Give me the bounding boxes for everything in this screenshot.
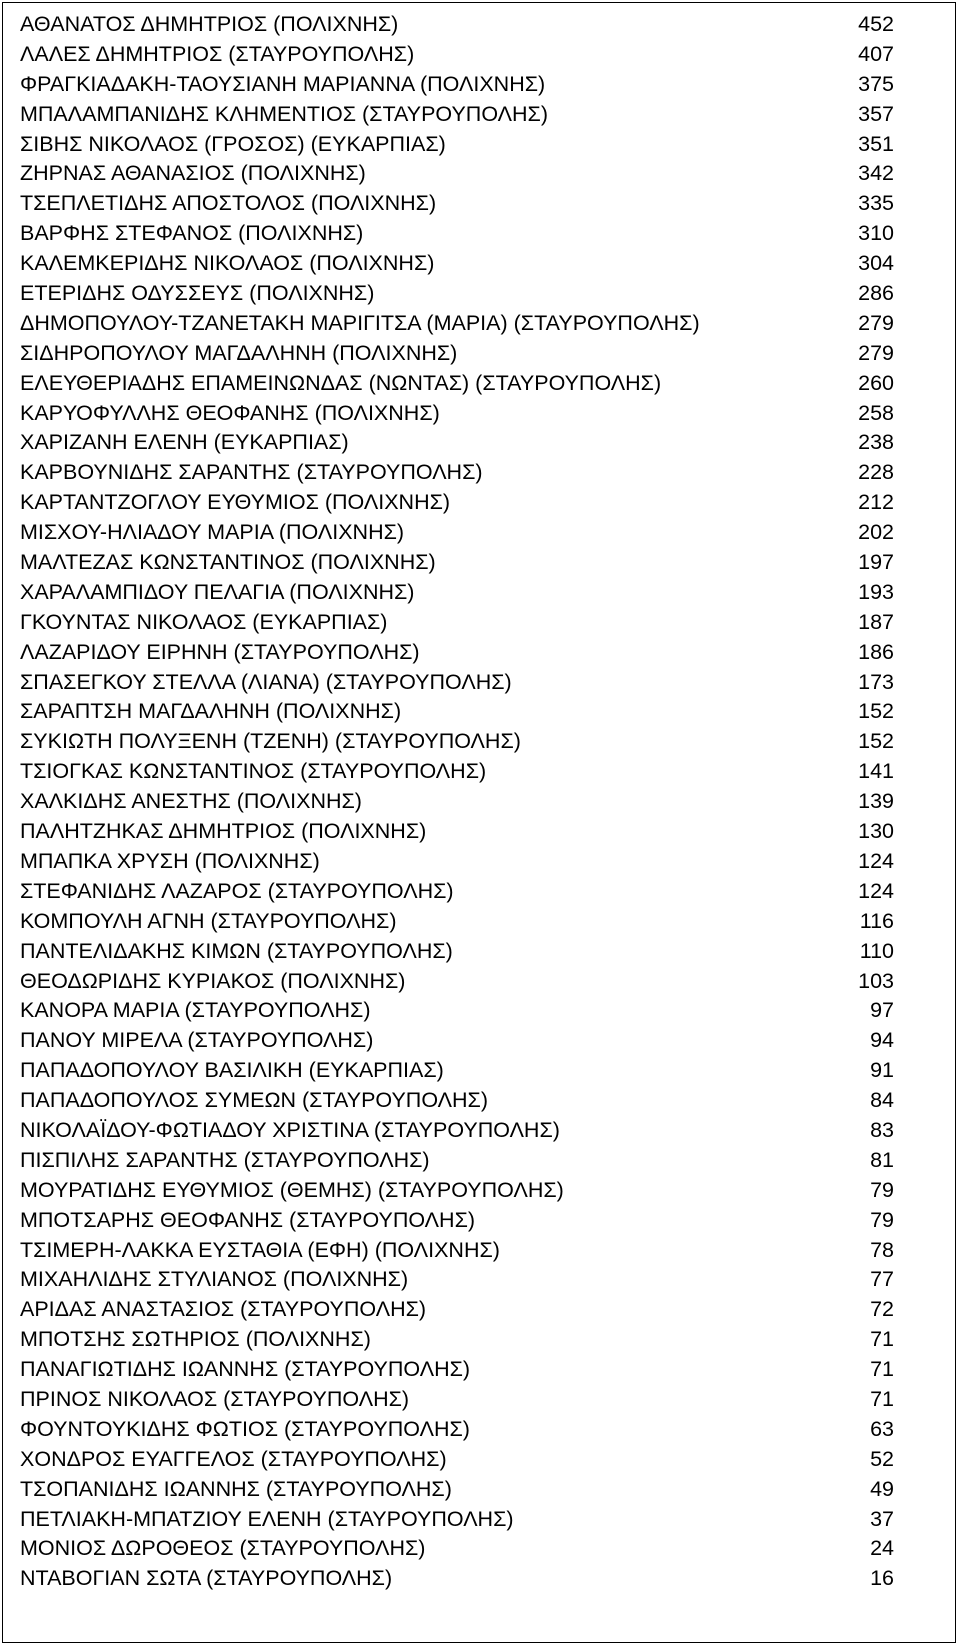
candidate-row [20,10,894,40]
candidate-row [20,1236,894,1266]
candidate-name: ΧΑΛΚΙΔΗΣ ΑΝΕΣΤΗΣ (ΠΟΛΙΧΝΗΣ) [20,789,362,814]
candidate-row [20,697,894,727]
candidate-list [20,10,894,1594]
candidate-name: ΠΑΝΤΕΛΙΔΑΚΗΣ ΚΙΜΩΝ (ΣΤΑΥΡΟΥΠΟΛΗΣ) [20,938,453,963]
candidate-row [20,1445,894,1475]
candidate-name: ΜΠΟΤΣΗΣ ΣΩΤΗΡΙΟΣ (ΠΟΛΙΧΝΗΣ) [20,1327,371,1352]
candidate-votes: 173 [858,669,894,694]
candidate-row [20,219,894,249]
candidate-name: ΖΗΡΝΑΣ ΑΘΑΝΑΣΙΟΣ (ΠΟΛΙΧΝΗΣ) [20,161,366,186]
candidate-name: ΜΟΥΡΑΤΙΔΗΣ ΕΥΘΥΜΙΟΣ (ΘΕΜΗΣ) (ΣΤΑΥΡΟΥΠΟΛΗΣ) [20,1177,564,1202]
candidate-row [20,1564,894,1594]
candidate-votes: 63 [870,1416,894,1441]
candidate-votes: 71 [870,1386,894,1411]
candidate-row [20,40,894,70]
candidate-votes: 79 [870,1177,894,1202]
candidate-votes: 279 [858,340,894,365]
candidate-name: ΝΤΑΒΟΓΙΑΝ ΣΩΤΑ (ΣΤΑΥΡΟΥΠΟΛΗΣ) [20,1566,393,1591]
candidate-votes: 186 [858,639,894,664]
candidate-row [20,1475,894,1505]
candidate-row [20,967,894,997]
candidate-name: ΠΑΛΗΤΖΗΚΑΣ ΔΗΜΗΤΡΙΟΣ (ΠΟΛΙΧΝΗΣ) [20,819,427,844]
candidate-row [20,727,894,757]
candidate-row [20,399,894,429]
candidate-votes: 91 [870,1058,894,1083]
candidate-name: ΤΣΟΠΑΝΙΔΗΣ ΙΩΑΝΝΗΣ (ΣΤΑΥΡΟΥΠΟΛΗΣ) [20,1476,452,1501]
candidate-name: ΛΑΖΑΡΙΔΟΥ ΕΙΡΗΝΗ (ΣΤΑΥΡΟΥΠΟΛΗΣ) [20,639,420,664]
candidate-votes: 310 [858,221,894,246]
candidate-row [20,369,894,399]
candidate-name: ΜΙΣΧΟΥ-ΗΛΙΑΔΟΥ ΜΑΡΙΑ (ΠΟΛΙΧΝΗΣ) [20,520,405,545]
candidate-votes: 202 [858,520,894,545]
candidate-name: ΜΠΟΤΣΑΡΗΣ ΘΕΟΦΑΝΗΣ (ΣΤΑΥΡΟΥΠΟΛΗΣ) [20,1207,476,1232]
candidate-name: ΤΣΙΟΓΚΑΣ ΚΩΝΣΤΑΝΤΙΝΟΣ (ΣΤΑΥΡΟΥΠΟΛΗΣ) [20,759,487,784]
candidate-votes: 407 [858,41,894,66]
candidate-name: ΠΡΙΝΟΣ ΝΙΚΟΛΑΟΣ (ΣΤΑΥΡΟΥΠΟΛΗΣ) [20,1386,410,1411]
candidate-votes: 197 [858,550,894,575]
candidate-votes: 81 [870,1147,894,1172]
candidate-row [20,1116,894,1146]
candidate-name: ΚΑΡΤΑΝΤΖΟΓΛΟΥ ΕΥΘΥΜΙΟΣ (ΠΟΛΙΧΝΗΣ) [20,490,451,515]
candidate-row [20,458,894,488]
candidate-name: ΘΕΟΔΩΡΙΔΗΣ ΚΥΡΙΑΚΟΣ (ΠΟΛΙΧΝΗΣ) [20,968,406,993]
candidate-name: ΠΕΤΛΙΑΚΗ-ΜΠΑΤΖΙΟΥ ΕΛΕΝΗ (ΣΤΑΥΡΟΥΠΟΛΗΣ) [20,1506,514,1531]
candidate-name: ΣΠΑΣΕΓΚΟΥ ΣΤΕΛΛΑ (ΛΙΑΝΑ) (ΣΤΑΥΡΟΥΠΟΛΗΣ) [20,669,512,694]
candidate-row [20,70,894,100]
candidate-row [20,130,894,160]
candidate-row [20,1206,894,1236]
candidate-name: ΣΑΡΑΠΤΣΗ ΜΑΓΔΑΛΗΝΗ (ΠΟΛΙΧΝΗΣ) [20,699,402,724]
candidate-name: ΧΟΝΔΡΟΣ ΕΥΑΓΓΕΛΟΣ (ΣΤΑΥΡΟΥΠΟΛΗΣ) [20,1446,447,1471]
candidate-row [20,1534,894,1564]
candidate-votes: 37 [870,1506,894,1531]
candidate-row [20,1026,894,1056]
candidate-name: ΑΡΙΔΑΣ ΑΝΑΣΤΑΣΙΟΣ (ΣΤΑΥΡΟΥΠΟΛΗΣ) [20,1297,427,1322]
candidate-votes: 375 [858,71,894,96]
candidate-votes: 52 [870,1446,894,1471]
candidate-votes: 78 [870,1237,894,1262]
candidate-name: ΣΙΔΗΡΟΠΟΥΛΟΥ ΜΑΓΔΑΛΗΝΗ (ΠΟΛΙΧΝΗΣ) [20,340,458,365]
candidate-name: ΚΑΡΥΟΦΥΛΛΗΣ ΘΕΟΦΑΝΗΣ (ΠΟΛΙΧΝΗΣ) [20,400,440,425]
candidate-name: ΕΤΕΡΙΔΗΣ ΟΔΥΣΣΕΥΣ (ΠΟΛΙΧΝΗΣ) [20,281,375,306]
candidate-name: ΚΟΜΠΟΥΛΗ ΑΓΝΗ (ΣΤΑΥΡΟΥΠΟΛΗΣ) [20,908,397,933]
candidate-votes: 357 [858,101,894,126]
candidate-row [20,488,894,518]
candidate-votes: 279 [858,310,894,335]
candidate-votes: 103 [858,968,894,993]
candidate-row [20,608,894,638]
candidate-row [20,100,894,130]
candidate-votes: 139 [858,789,894,814]
candidate-row [20,1146,894,1176]
candidate-votes: 286 [858,281,894,306]
candidate-row [20,249,894,279]
candidate-name: ΒΑΡΦΗΣ ΣΤΕΦΑΝΟΣ (ΠΟΛΙΧΝΗΣ) [20,221,364,246]
candidate-votes: 212 [858,490,894,515]
candidate-row [20,1295,894,1325]
candidate-votes: 71 [870,1327,894,1352]
candidate-row [20,1056,894,1086]
candidate-name: ΜΠΑΛΑΜΠΑΝΙΔΗΣ ΚΛΗΜΕΝΤΙΟΣ (ΣΤΑΥΡΟΥΠΟΛΗΣ) [20,101,548,126]
candidate-votes: 124 [858,848,894,873]
candidate-name: ΦΡΑΓΚΙΑΔΑΚΗ-ΤΑΟΥΣΙΑΝΗ ΜΑΡΙΑΝΝΑ (ΠΟΛΙΧΝΗΣ) [20,71,546,96]
candidate-name: ΦΟΥΝΤΟΥΚΙΔΗΣ ΦΩΤΙΟΣ (ΣΤΑΥΡΟΥΠΟΛΗΣ) [20,1416,470,1441]
candidate-name: ΝΙΚΟΛΑΪΔΟΥ-ΦΩΤΙΑΔΟΥ ΧΡΙΣΤΙΝΑ (ΣΤΑΥΡΟΥΠΟΛΗΣ) [20,1117,560,1142]
candidate-row [20,1355,894,1385]
candidate-name: ΚΑΛΕΜΚΕΡΙΔΗΣ ΝΙΚΟΛΑΟΣ (ΠΟΛΙΧΝΗΣ) [20,251,435,276]
candidate-votes: 260 [858,370,894,395]
candidate-votes: 116 [859,908,894,933]
candidate-name: ΣΤΕΦΑΝΙΔΗΣ ΛΑΖΑΡΟΣ (ΣΤΑΥΡΟΥΠΟΛΗΣ) [20,878,454,903]
candidate-votes: 72 [870,1297,894,1322]
candidate-name: ΜΑΛΤΕΖΑΣ ΚΩΝΣΤΑΝΤΙΝΟΣ (ΠΟΛΙΧΝΗΣ) [20,550,436,575]
candidate-votes: 49 [870,1476,894,1501]
candidate-name: ΑΘΑΝΑΤΟΣ ΔΗΜΗΤΡΙΟΣ (ΠΟΛΙΧΝΗΣ) [20,12,399,36]
candidate-votes: 77 [870,1267,894,1292]
candidate-row [20,578,894,608]
candidate-votes: 452 [858,12,894,36]
candidate-votes: 84 [870,1088,894,1113]
candidate-votes: 228 [858,460,894,485]
candidate-row [20,757,894,787]
candidate-row [20,907,894,937]
candidate-votes: 97 [870,998,894,1023]
candidate-name: ΠΑΠΑΔΟΠΟΥΛΟΣ ΣΥΜΕΩΝ (ΣΤΑΥΡΟΥΠΟΛΗΣ) [20,1088,489,1113]
candidate-votes: 152 [858,729,894,754]
candidate-name: ΤΣΕΠΛΕΤΙΔΗΣ ΑΠΟΣΤΟΛΟΣ (ΠΟΛΙΧΝΗΣ) [20,191,437,216]
candidate-votes: 238 [858,430,894,455]
candidate-row [20,1505,894,1535]
candidate-row [20,877,894,907]
candidate-row [20,548,894,578]
candidate-row [20,937,894,967]
candidate-row [20,339,894,369]
candidate-name: ΠΙΣΠΙΛΗΣ ΣΑΡΑΝΤΗΣ (ΣΤΑΥΡΟΥΠΟΛΗΣ) [20,1147,430,1172]
candidate-name: ΧΑΡΑΛΑΜΠΙΔΟΥ ΠΕΛΑΓΙΑ (ΠΟΛΙΧΝΗΣ) [20,579,415,604]
candidate-name: ΣΥΚΙΩΤΗ ΠΟΛΥΞΕΝΗ (ΤΖΕΝΗ) (ΣΤΑΥΡΟΥΠΟΛΗΣ) [20,729,521,754]
candidate-votes: 342 [858,161,894,186]
candidate-row [20,817,894,847]
candidate-row [20,1265,894,1295]
candidate-name: ΠΑΝΑΓΙΩΤΙΔΗΣ ΙΩΑΝΝΗΣ (ΣΤΑΥΡΟΥΠΟΛΗΣ) [20,1357,471,1382]
candidate-row [20,309,894,339]
candidate-row [20,518,894,548]
candidate-row [20,847,894,877]
candidate-name: ΕΛΕΥΘΕΡΙΑΔΗΣ ΕΠΑΜΕΙΝΩΝΔΑΣ (ΝΩΝΤΑΣ) (ΣΤΑΥΡΟΥΠΟΛΗΣ) [20,370,662,395]
candidate-name: ΚΑΡΒΟΥΝΙΔΗΣ ΣΑΡΑΝΤΗΣ (ΣΤΑΥΡΟΥΠΟΛΗΣ) [20,460,483,485]
candidate-votes: 187 [858,609,894,634]
candidate-row [20,1385,894,1415]
candidate-name: ΚΑΝΟΡΑ ΜΑΡΙΑ (ΣΤΑΥΡΟΥΠΟΛΗΣ) [20,998,371,1023]
candidate-name: ΠΑΝΟΥ ΜΙΡΕΛΑ (ΣΤΑΥΡΟΥΠΟΛΗΣ) [20,1028,374,1053]
candidate-votes: 16 [870,1566,894,1591]
candidate-name: ΠΑΠΑΔΟΠΟΥΛΟΥ ΒΑΣΙΛΙΚΗ (ΕΥΚΑΡΠΙΑΣ) [20,1058,444,1083]
candidate-votes: 130 [858,819,894,844]
candidate-votes: 24 [870,1536,894,1561]
candidate-votes: 258 [858,400,894,425]
candidate-name: ΜΠΑΠΚΑ ΧΡΥΣΗ (ΠΟΛΙΧΝΗΣ) [20,848,320,873]
candidate-votes: 79 [870,1207,894,1232]
candidate-row [20,1415,894,1445]
candidate-row [20,996,894,1026]
candidate-name: ΤΣΙΜΕΡΗ-ΛΑΚΚΑ ΕΥΣΤΑΘΙΑ (ΕΦΗ) (ΠΟΛΙΧΝΗΣ) [20,1237,500,1262]
candidate-name: ΛΑΛΕΣ ΔΗΜΗΤΡΙΟΣ (ΣΤΑΥΡΟΥΠΟΛΗΣ) [20,41,415,66]
candidate-votes: 193 [858,579,894,604]
candidate-row [20,787,894,817]
candidate-row [20,1086,894,1116]
candidate-votes: 83 [870,1117,894,1142]
candidate-name: ΣΙΒΗΣ ΝΙΚΟΛΑΟΣ (ΓΡΟΣΟΣ) (ΕΥΚΑΡΠΙΑΣ) [20,131,446,156]
candidate-votes: 152 [858,699,894,724]
candidate-row [20,1176,894,1206]
candidate-name: ΜΟΝΙΟΣ ΔΩΡΟΘΕΟΣ (ΣΤΑΥΡΟΥΠΟΛΗΣ) [20,1536,426,1561]
candidate-name: ΜΙΧΑΗΛΙΔΗΣ ΣΤΥΛΙΑΝΟΣ (ΠΟΛΙΧΝΗΣ) [20,1267,409,1292]
candidate-votes: 351 [858,131,894,156]
candidate-votes: 71 [870,1357,894,1382]
candidate-votes: 94 [870,1028,894,1053]
candidate-row [20,638,894,668]
candidate-row [20,1325,894,1355]
candidate-votes: 304 [858,251,894,276]
candidate-row [20,428,894,458]
candidate-row [20,159,894,189]
candidate-votes: 335 [858,191,894,216]
candidate-row [20,668,894,698]
candidate-name: ΓΚΟΥΝΤΑΣ ΝΙΚΟΛΑΟΣ (ΕΥΚΑΡΠΙΑΣ) [20,609,388,634]
candidate-votes: 124 [858,878,894,903]
candidate-name: ΧΑΡΙΖΑΝΗ ΕΛΕΝΗ (ΕΥΚΑΡΠΙΑΣ) [20,430,349,455]
candidate-row [20,189,894,219]
candidate-row [20,279,894,309]
candidate-votes: 110 [859,938,894,963]
candidate-votes: 141 [858,759,894,784]
candidate-name: ΔΗΜΟΠΟΥΛΟΥ-ΤΖΑΝΕΤΑΚΗ ΜΑΡΙΓΙΤΣΑ (ΜΑΡΙΑ) (ΣΤΑΥΡΟΥΠΟΛΗΣ) [20,310,700,335]
